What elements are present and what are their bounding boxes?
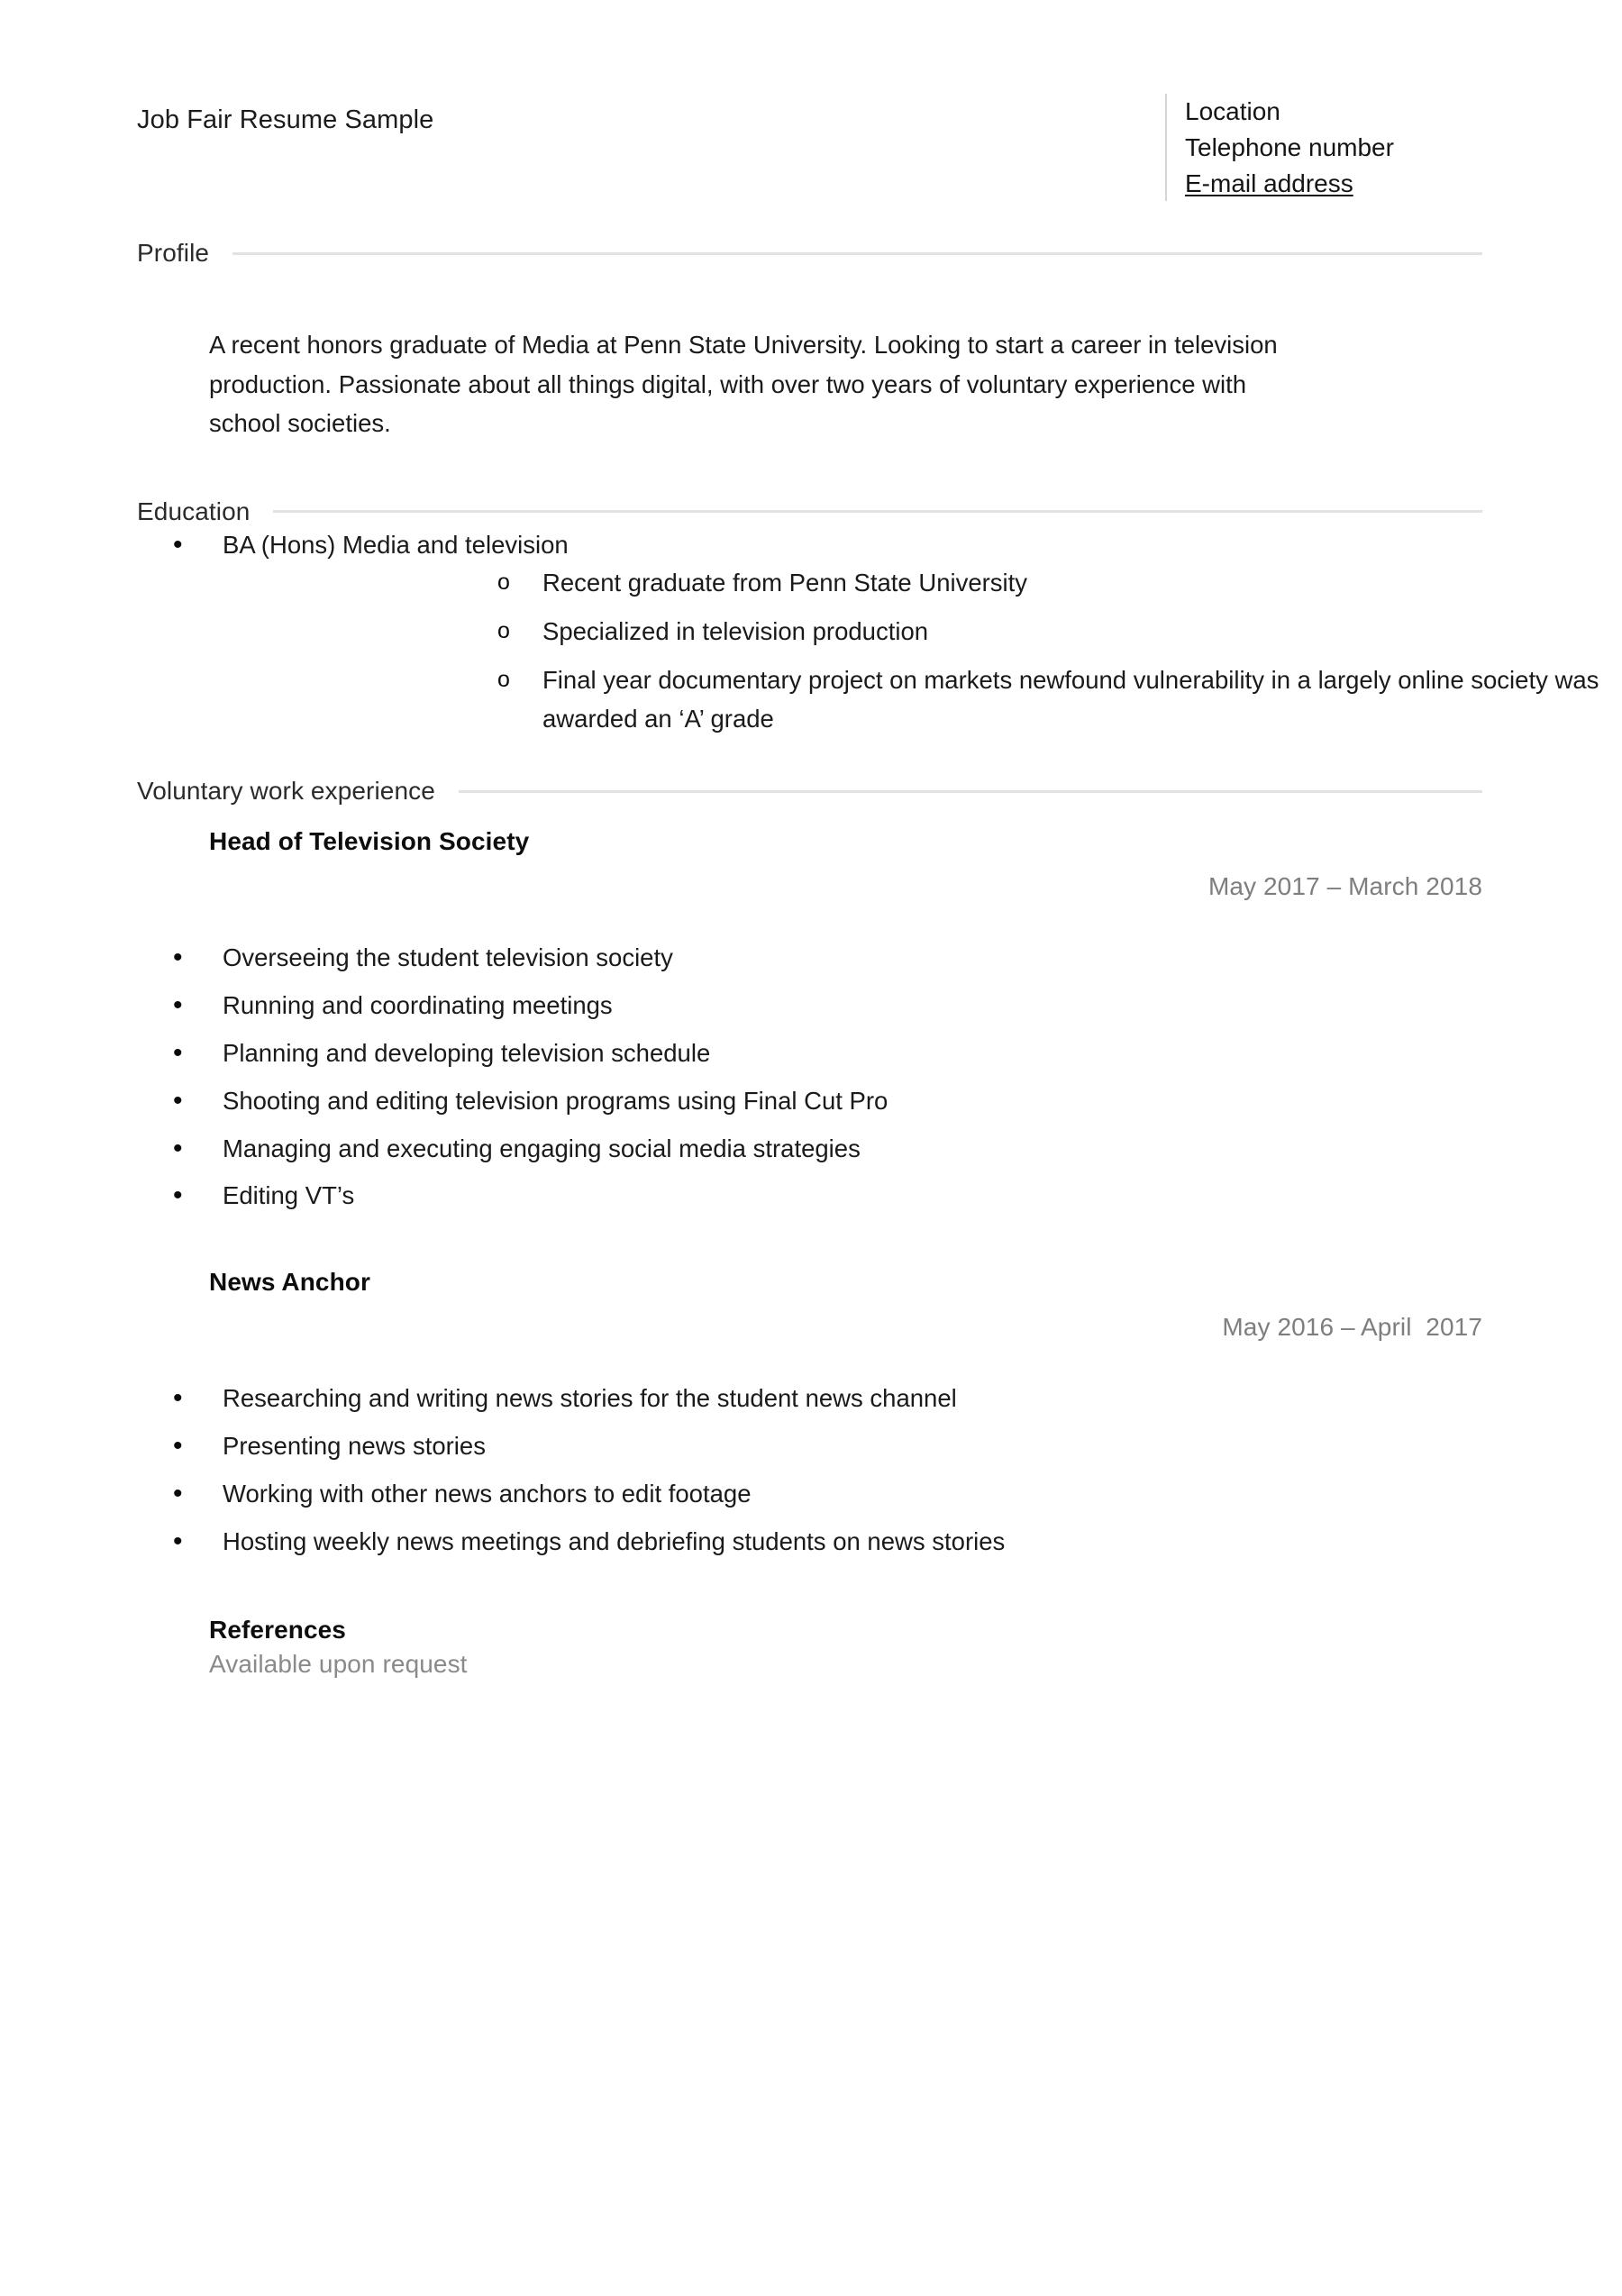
list-item [0,526,1622,739]
section-rule-experience [459,790,1482,793]
list-item: • Planning and developing television schedule [0,1034,1622,1073]
contact-block [1165,94,1482,201]
job-date-range: May 2017 – March 2018 [1207,872,1482,901]
job-duties-list [0,1380,1622,1562]
job-title: News Anchor [209,1268,370,1297]
spacer [0,1225,1482,1268]
list-item: • Researching and writing news stories for the student news channel [0,1380,1622,1418]
list-item: o Final year documentary project on markets newfound vulnerability in a largely online society was awarded an ‘A’ grade [223,661,1622,739]
spacer [0,201,1622,239]
education-degree: BA (Hons) Media and television [223,530,569,559]
list-item: o Recent graduate from Penn State University [223,564,1622,603]
spacer [0,1342,1622,1380]
section-label-experience: Voluntary work experience [137,777,435,806]
list-item: • Presenting news stories [0,1427,1622,1466]
spacer [0,856,1482,872]
section-heading-profile [0,239,1622,268]
job-entry [0,806,1622,901]
profile-paragraph: A recent honors graduate of Media at Penn State University. Looking to start a career in television production. Passionate about all things digital, with over two years of voluntary experience with school societies. [209,331,1278,438]
job-entry [0,1225,1622,1342]
list-item: • Editing VT’s [0,1177,1622,1216]
list-item: • Running and coordinating meetings [0,987,1622,1025]
contact-email-link[interactable]: E-mail address [1185,169,1353,197]
list-item: • Managing and executing engaging social media strategies [0,1130,1622,1169]
job-title: Head of Television Society [209,827,530,856]
references-block [0,1616,1622,1679]
section-rule-education [273,510,1482,513]
spacer [0,901,1622,939]
list-item: • Hosting weekly news meetings and debriefing students on news stories [0,1523,1622,1562]
page-title: Job Fair Resume Sample [137,105,434,134]
section-heading-education [0,497,1622,526]
section-label-profile: Profile [137,239,210,268]
section-rule-profile [232,252,1482,255]
spacer [0,443,1622,497]
references-body: Available upon request [209,1649,468,1678]
list-item: • Working with other news anchors to edit footage [0,1475,1622,1514]
section-heading-experience [0,777,1622,806]
education-list [0,526,1622,739]
job-date-range: May 2016 – April 2017 [1222,1313,1482,1342]
job-duties-list [0,939,1622,1216]
profile-body [0,268,1317,442]
list-item: • Overseeing the student television society [0,939,1622,978]
resume-header [0,0,1622,201]
contact-telephone: Telephone number [1185,132,1394,161]
spacer [0,806,1482,827]
section-label-education: Education [137,497,251,525]
list-item: o Specialized in television production [223,613,1622,651]
spacer [0,1297,1482,1313]
spacer [0,752,1622,777]
list-item: • Shooting and editing television programs using Final Cut Pro [0,1082,1622,1121]
education-detail-list [223,564,1622,739]
contact-location: Location [1185,97,1280,125]
references-heading: References [209,1615,346,1644]
spacer [0,1571,1622,1616]
